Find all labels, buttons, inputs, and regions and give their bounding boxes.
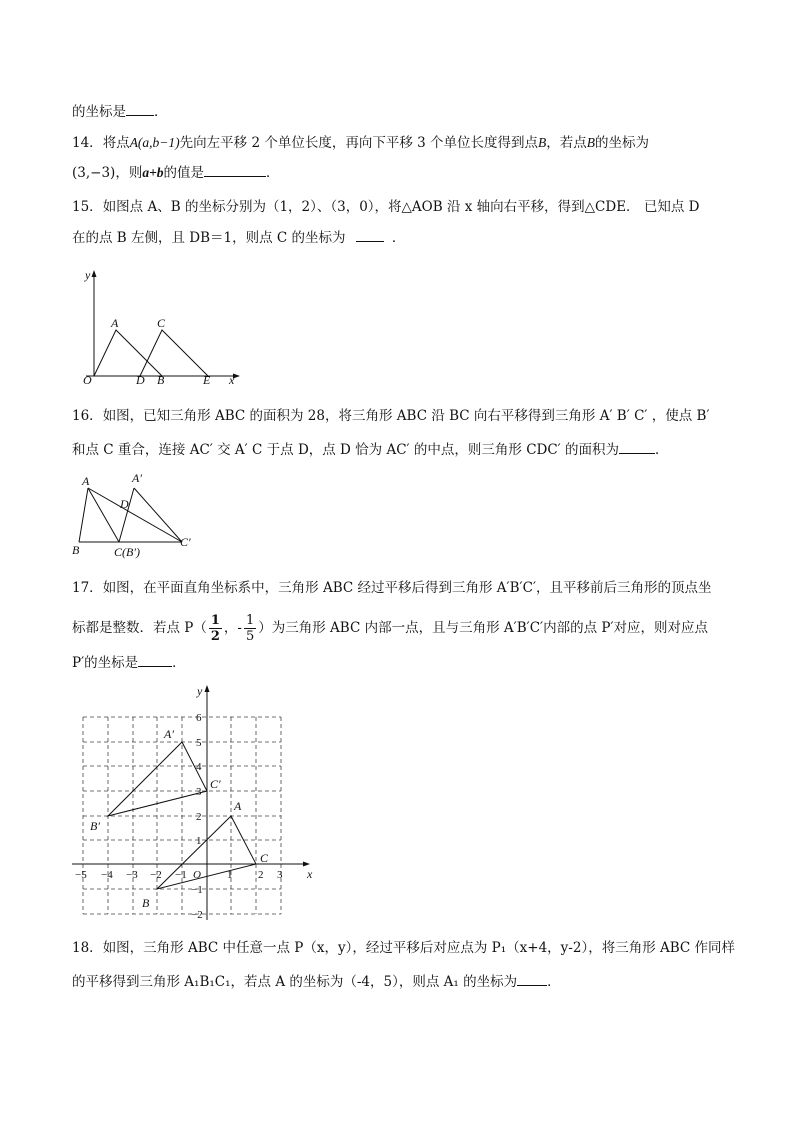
label-y: y xyxy=(85,268,91,282)
answer-blank xyxy=(517,973,547,986)
grid-lines xyxy=(83,717,281,914)
label-b: B xyxy=(142,896,150,910)
q15-number: 15． xyxy=(72,199,103,215)
period: ． xyxy=(172,655,186,671)
tick-y-neg2: −2 xyxy=(191,909,203,921)
fraction-one-half xyxy=(209,613,222,644)
label-d: D xyxy=(136,373,145,387)
fraction-one-fifth xyxy=(244,613,256,644)
label-b: B xyxy=(72,543,80,557)
q18-line-2 xyxy=(72,973,561,991)
q18-line-1 xyxy=(72,939,735,957)
tick-x-1: 1 xyxy=(227,869,233,881)
q15-text: 在的点 B 左侧，且 DB＝1，则点 C 的坐标为 xyxy=(72,230,346,246)
q17-line-1 xyxy=(72,579,712,597)
tick-x-neg3: −3 xyxy=(126,869,138,881)
q17-text: P′的坐标是 xyxy=(72,655,139,671)
label-origin: O xyxy=(193,869,201,881)
q13-tail-text: 的坐标是 xyxy=(72,104,126,120)
q18-number: 18． xyxy=(72,940,103,956)
segment-ac-prime xyxy=(88,488,182,542)
q18-text: 的平移得到三角形 A₁B₁C₁，若点 A 的坐标为（-4，5），则点 A₁ 的坐标为 xyxy=(72,974,518,990)
q16-figure xyxy=(70,470,200,562)
q16-text: 和点 C 重合，连接 AC′ 交 A′ C 于点 D，点 D 恰为 AC′ 的中点，则三角形 CDC′ 的面积为 xyxy=(72,442,620,458)
label-c-b-prime: C(B′) xyxy=(114,545,140,559)
label-c-prime: C′ xyxy=(210,777,221,791)
period: ． xyxy=(547,974,561,990)
answer-blank xyxy=(619,441,655,454)
triangle-aob xyxy=(94,330,162,376)
period: ． xyxy=(655,442,669,458)
q16-text: 如图，已知三角形 ABC 的面积为 28，将三角形 ABC 沿 BC 向右平移得到三角形 A′ B′ C′ ，使点 B′ xyxy=(102,408,710,424)
label-y: y xyxy=(197,684,203,698)
q14-line-2 xyxy=(72,164,280,182)
label-a-prime: A′ xyxy=(164,727,174,741)
label-e: E xyxy=(203,373,211,387)
answer-blank xyxy=(356,229,384,242)
q17-line-3 xyxy=(72,654,186,672)
tick-y-1: 1 xyxy=(196,835,202,847)
label-a: A xyxy=(111,316,119,330)
q17-text: 标都是整数．若点 P（ xyxy=(72,620,207,636)
q15-figure xyxy=(76,266,256,390)
q16-line-2 xyxy=(72,441,669,459)
tick-y-4: 4 xyxy=(196,761,202,773)
q14-point-b: B xyxy=(538,135,547,150)
answer-blank xyxy=(126,103,154,116)
q17-line-2 xyxy=(72,611,708,645)
q17-text: 如图，在平面直角坐标系中，三角形 ABC 经过平移后得到三角形 A′B′C′，且平移前后三角形的顶点坐 xyxy=(102,580,712,596)
label-a: A xyxy=(234,799,242,813)
triangle-a-prime-b-prime-c-prime xyxy=(108,742,207,816)
q14-coords: (3,−3) xyxy=(72,165,116,181)
period: ． xyxy=(391,230,406,246)
q14-text: ，则 xyxy=(115,165,143,181)
label-d: D xyxy=(120,497,129,511)
tick-x-neg5: −5 xyxy=(75,869,87,881)
q17-number: 17． xyxy=(72,580,103,596)
period: ． xyxy=(266,165,280,181)
y-arrow xyxy=(92,270,97,277)
q15-line-2 xyxy=(72,229,405,247)
q17-text: ）为三角形 ABC 内部一点，且与三角形 A′B′C′内部的点 P′对应，则对应点 xyxy=(258,620,709,636)
label-o: O xyxy=(83,373,92,387)
label-a-prime: A′ xyxy=(132,471,142,485)
tick-y-2: 2 xyxy=(196,811,202,823)
fraction-denominator: 2 xyxy=(210,629,220,644)
tick-y-5: 5 xyxy=(196,737,202,749)
q14-text: 的值是 xyxy=(163,165,205,181)
label-a: A xyxy=(82,474,90,488)
tick-x-2: 2 xyxy=(258,869,264,881)
q17-text: ，- xyxy=(223,620,242,636)
q15-line-1 xyxy=(72,198,699,216)
segment-a-prime-c-prime xyxy=(134,488,182,542)
label-c-prime: C′ xyxy=(180,535,191,549)
q14-line-1 xyxy=(72,134,649,152)
answer-blank xyxy=(138,654,172,667)
q16-line-1 xyxy=(72,407,710,425)
label-c: C xyxy=(260,851,269,865)
segment-ac xyxy=(88,488,119,542)
tick-y-neg1: −1 xyxy=(191,884,203,896)
tick-x-neg1: −1 xyxy=(175,869,187,881)
q14-text: 将点 xyxy=(102,135,130,151)
fraction-numerator: 1 xyxy=(245,613,255,628)
answer-blank xyxy=(204,164,266,177)
x-arrow xyxy=(303,862,310,867)
fraction-denominator: 5 xyxy=(245,629,255,644)
fraction-numerator: 1 xyxy=(210,613,220,628)
tick-x-neg4: −4 xyxy=(101,869,113,881)
period: ． xyxy=(154,104,168,120)
tick-y-6: 6 xyxy=(196,712,202,724)
q18-text: 如图，三角形 ABC 中任意一点 P（x，y），经过平移后对应点为 P₁（x+4，y-2），将三角形 ABC 作同样 xyxy=(102,940,736,956)
segment-ab xyxy=(79,488,88,542)
tick-x-neg2: −2 xyxy=(150,869,162,881)
label-x: x xyxy=(229,373,235,387)
q15-text: 如图点 A、B 的坐标分别为（1，2）、（3，0），将△AOB 沿 x 轴向右平移，得到△CDE． 已知点 D xyxy=(102,199,700,215)
q14-text: 先向左平移 2 个单位长度，再向下平移 3 个单位长度得到点 xyxy=(179,135,539,151)
q14-point-b: B xyxy=(586,135,596,150)
label-x: x xyxy=(307,867,313,881)
q13-tail xyxy=(72,103,168,121)
q14-number: 14． xyxy=(72,135,103,151)
y-arrow xyxy=(205,685,210,692)
label-b: B xyxy=(157,373,165,387)
label-b-prime: B′ xyxy=(90,819,100,833)
triangle-cde xyxy=(140,330,208,376)
q14-text: 的坐标为 xyxy=(595,135,650,151)
q14-text: ，若点 xyxy=(546,135,587,151)
label-c: C xyxy=(157,316,166,330)
q14-point-a: A(a,b−1) xyxy=(129,135,180,150)
q16-number: 16． xyxy=(72,408,103,424)
tick-x-3: 3 xyxy=(277,869,283,881)
tick-y-3: 3 xyxy=(196,786,202,798)
q17-figure xyxy=(60,682,330,922)
q14-expression: a+b xyxy=(142,165,164,180)
